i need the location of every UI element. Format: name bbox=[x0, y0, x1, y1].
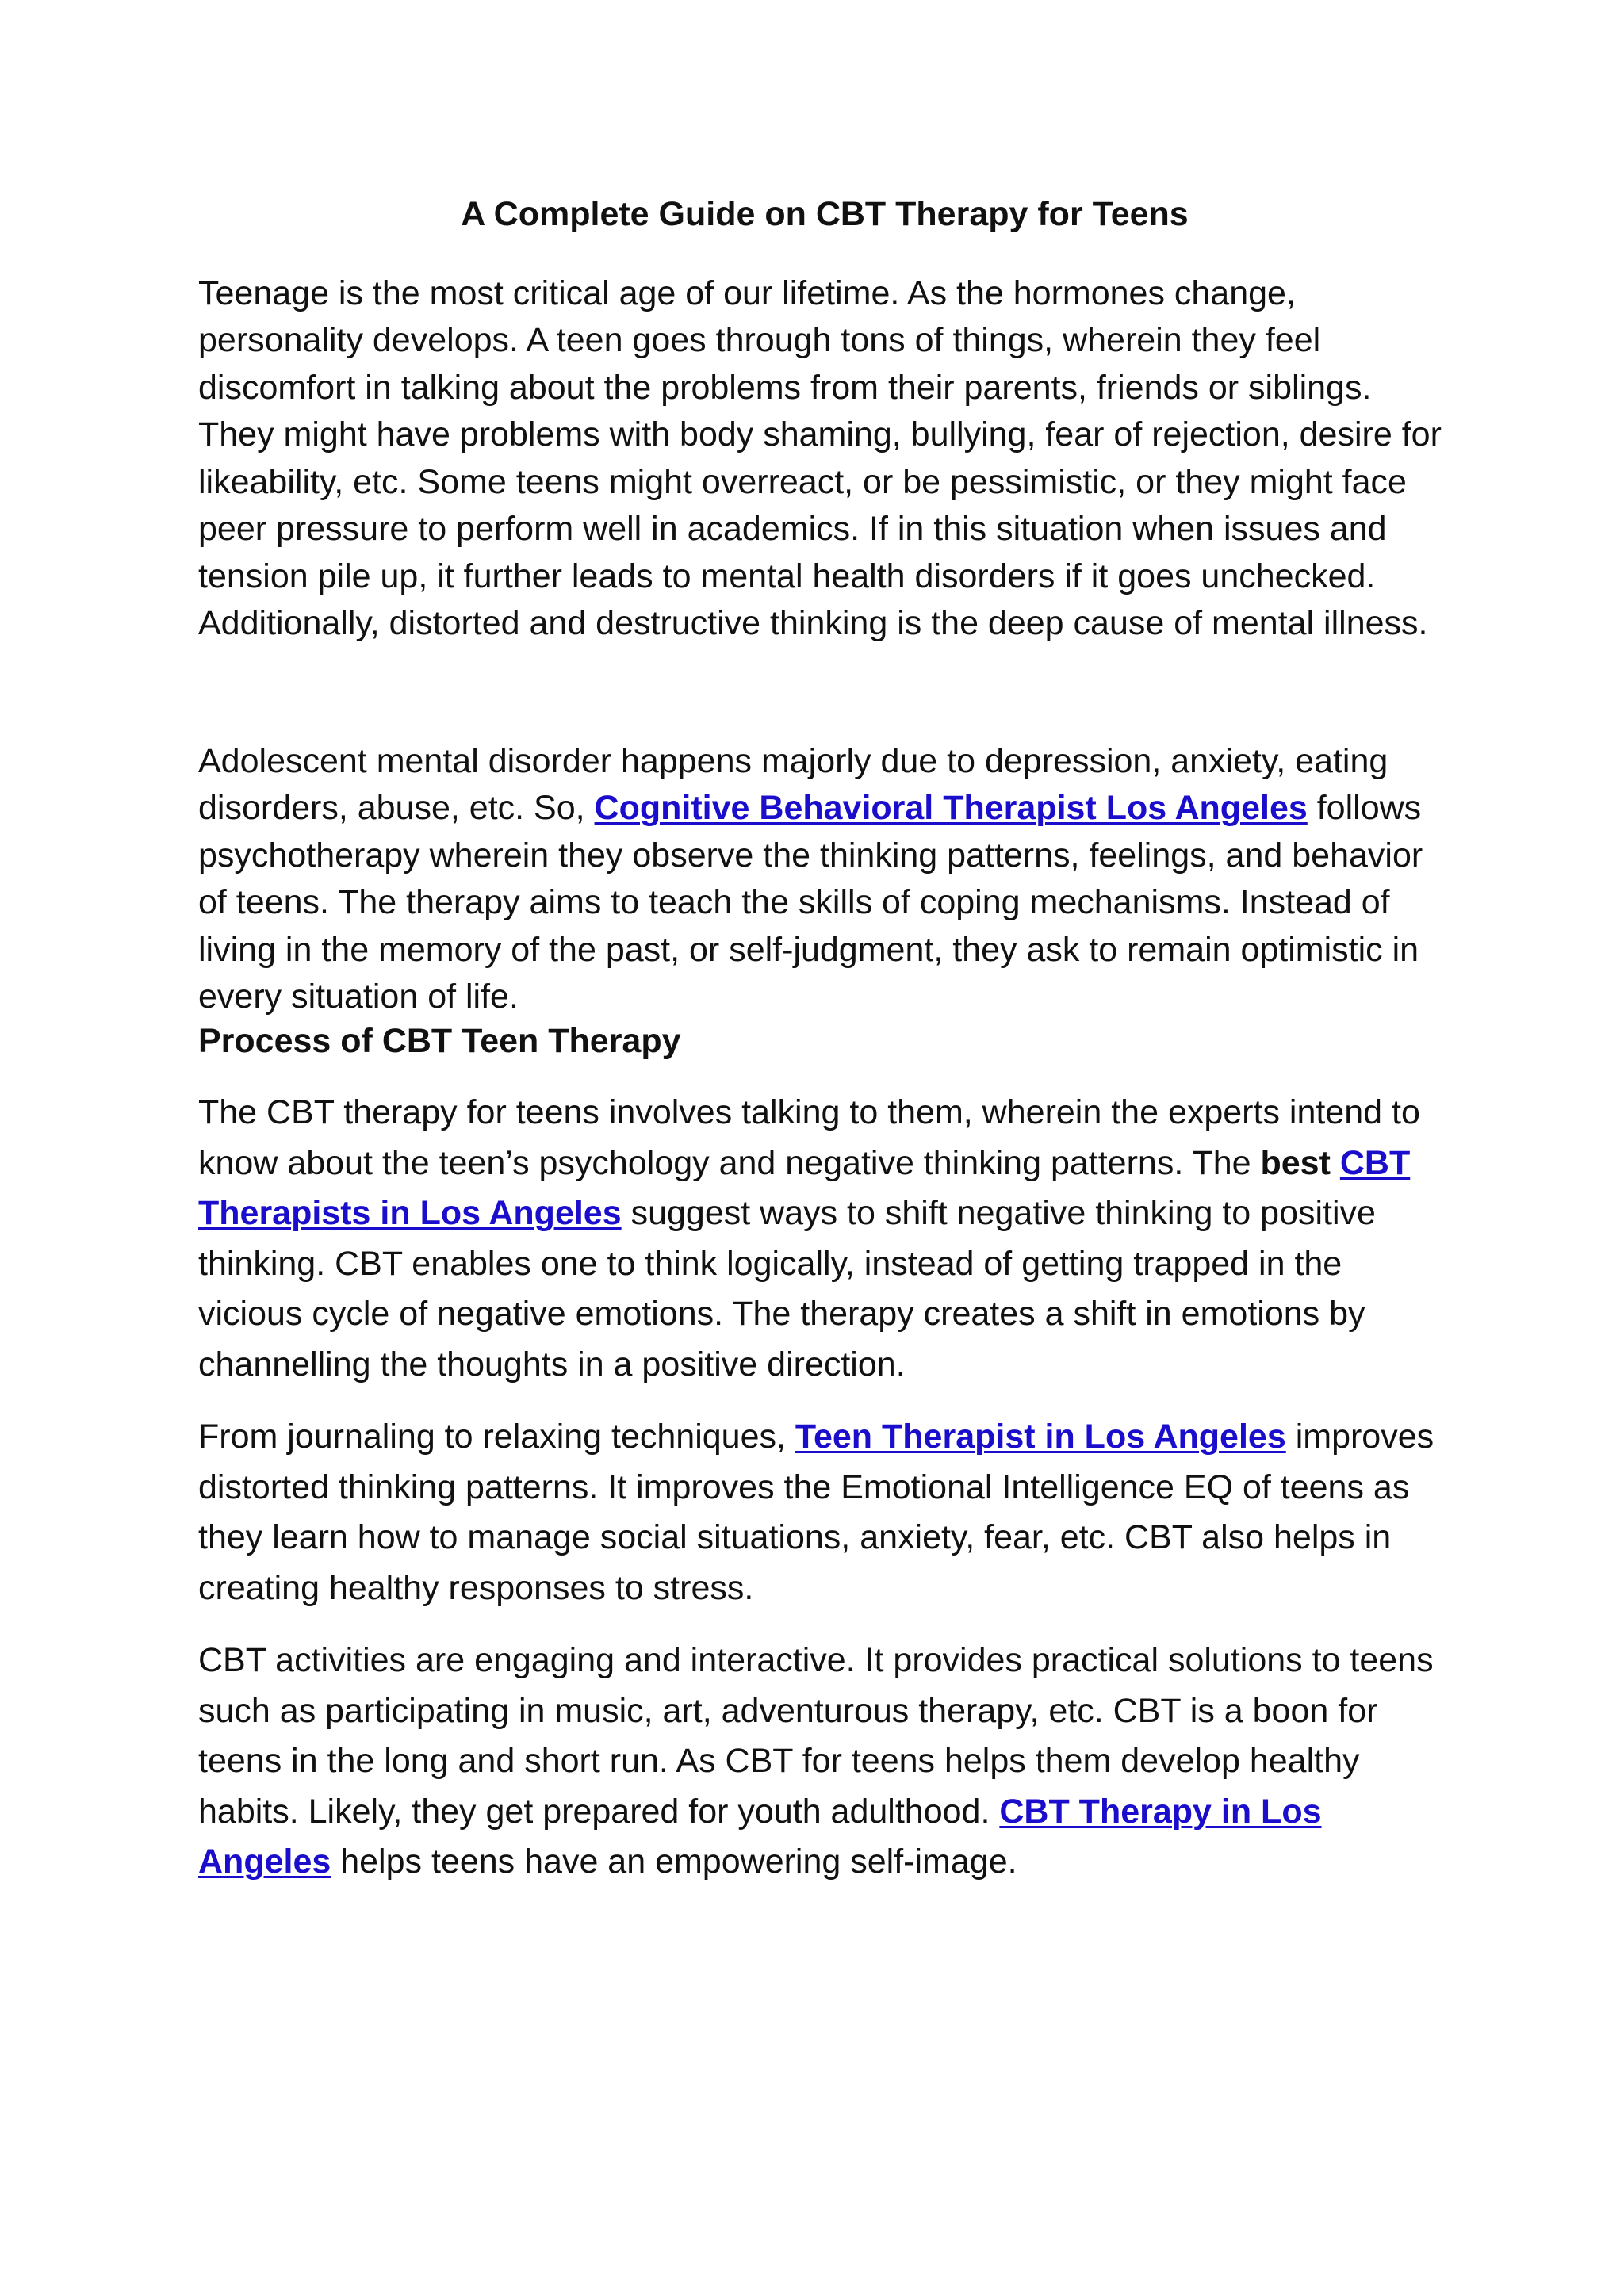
para5-text-after: helps teens have an empowering self-image. bbox=[331, 1843, 1017, 1881]
document-content bbox=[198, 194, 1451, 1888]
para3-text-after: suggest ways to shift negative thinking to positive thinking. CBT enables one to think logically, instead of getting trapped in the vicious cycle of negative emotions. The therapy creates a shift in emotions by channelling the thoughts in a positive direction. bbox=[198, 1194, 1376, 1383]
paragraph-journaling bbox=[198, 1412, 1451, 1613]
para2-text-after: follows psychotherapy wherein they observe the thinking patterns, feelings, and behavior of teens. The therapy aims to teach the skills of coping mechanisms. Instead of living in the memory of the past, or self-judgment, they ask to remain optimistic in every situation of life. bbox=[198, 789, 1423, 1016]
para4-text-after: improves distorted thinking patterns. It improves the Emotional Intelligence EQ of teens as they learn how to manage social situations, anxiety, fear, etc. CBT also helps in creating healthy responses to stress. bbox=[198, 1418, 1434, 1607]
para4-text-before: From journaling to relaxing techniques, bbox=[198, 1418, 795, 1456]
intro-paragraph bbox=[198, 270, 1451, 648]
para3-text-before: The CBT therapy for teens involves talking to them, wherein the experts intend to know about the teen’s psychology and negative thinking patterns. The bbox=[198, 1093, 1420, 1182]
para3-bold-best: best bbox=[1260, 1143, 1331, 1182]
link-cognitive-behavioral-therapist[interactable]: Cognitive Behavioral Therapist Los Angeles bbox=[594, 789, 1308, 828]
section-heading-process: Process of CBT Teen Therapy bbox=[198, 1021, 681, 1060]
intro-text: Teenage is the most critical age of our lifetime. As the hormones change, personality develops. A teen goes through tons of things, wherein they feel discomfort in talking about the problems from their parents, friends or siblings. They might have problems with body shaming, bullying, fear of rejection, desire for likeability, etc. Some teens might overreact, or be pessimistic, or they might face peer pressure to perform well in academics. If in this situation when issues and tension pile up, it further leads to mental health disorders if it goes unchecked. Additionally, distorted and destructive thinking is the deep cause of mental illness. bbox=[198, 274, 1442, 643]
link-cbt-therapy-los-angeles[interactable]: CBT Therapy in Los Angeles bbox=[198, 1792, 1322, 1881]
paragraph-cbt-process bbox=[198, 1088, 1451, 1390]
para5-text-before: CBT activities are engaging and interactive. It provides practical solutions to teens such as participating in music, art, adventurous therapy, etc. CBT is a boon for teens in the long and short run. As CBT for teens helps them develop healthy habits. Likely, they get prepared for youth adulthood. bbox=[198, 1641, 1434, 1831]
para3-space bbox=[1331, 1144, 1340, 1182]
link-teen-therapist-los-angeles[interactable]: Teen Therapist in Los Angeles bbox=[795, 1418, 1286, 1456]
link-cbt-therapists-los-angeles[interactable]: CBT Therapists in Los Angeles bbox=[198, 1143, 1411, 1233]
paragraph-adolescent-disorder bbox=[198, 738, 1451, 1021]
paragraph-cbt-activities bbox=[198, 1636, 1451, 1888]
para2-text-before: Adolescent mental disorder happens majorly due to depression, anxiety, eating disorders, abuse, etc. So, bbox=[198, 741, 1388, 828]
document-title: A Complete Guide on CBT Therapy for Teens bbox=[461, 195, 1189, 233]
